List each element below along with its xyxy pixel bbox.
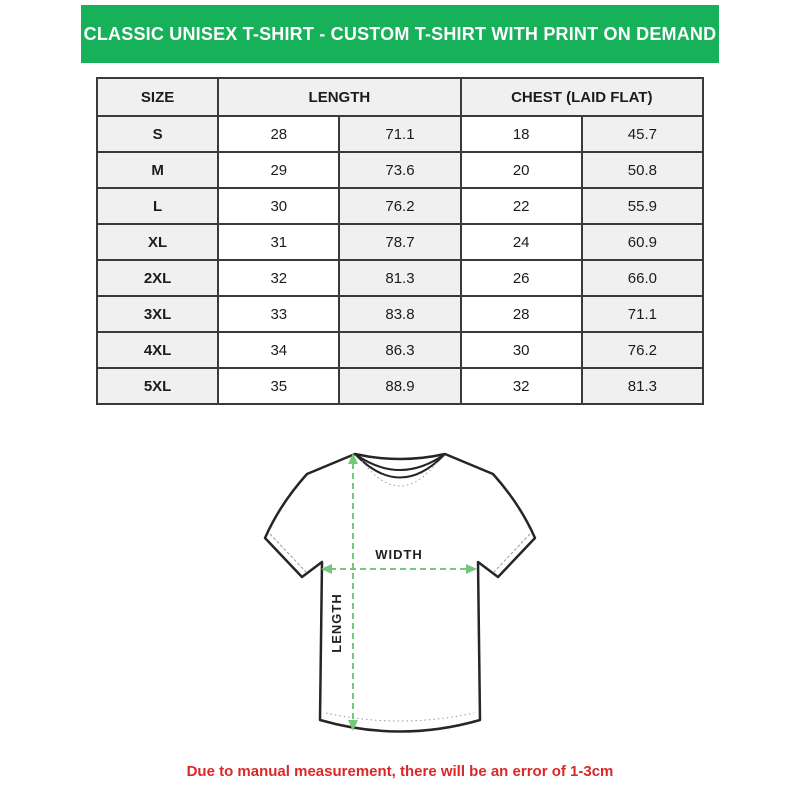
length-in-cell: 35 bbox=[218, 368, 339, 404]
chest-in-cell: 24 bbox=[461, 224, 582, 260]
chest-cm-cell: 71.1 bbox=[582, 296, 703, 332]
size-cell: 2XL bbox=[97, 260, 218, 296]
chest-cm-cell: 50.8 bbox=[582, 152, 703, 188]
table-row bbox=[97, 224, 703, 260]
length-in-cell: 33 bbox=[218, 296, 339, 332]
chest-in-cell: 30 bbox=[461, 332, 582, 368]
length-cm-cell: 86.3 bbox=[339, 332, 460, 368]
length-cm-cell: 78.7 bbox=[339, 224, 460, 260]
table-row bbox=[97, 152, 703, 188]
chest-in-cell: 22 bbox=[461, 188, 582, 224]
size-cell: L bbox=[97, 188, 218, 224]
length-in-cell: 31 bbox=[218, 224, 339, 260]
size-cell: XL bbox=[97, 224, 218, 260]
chest-cm-cell: 55.9 bbox=[582, 188, 703, 224]
size-cell: 3XL bbox=[97, 296, 218, 332]
chest-in-cell: 20 bbox=[461, 152, 582, 188]
header-length: LENGTH bbox=[218, 78, 460, 116]
chest-cm-cell: 45.7 bbox=[582, 116, 703, 152]
size-cell: S bbox=[97, 116, 218, 152]
length-cm-cell: 88.9 bbox=[339, 368, 460, 404]
table-row bbox=[97, 296, 703, 332]
tshirt-outline bbox=[265, 454, 535, 732]
table-row bbox=[97, 116, 703, 152]
chest-in-cell: 18 bbox=[461, 116, 582, 152]
length-cm-cell: 81.3 bbox=[339, 260, 460, 296]
chest-in-cell: 26 bbox=[461, 260, 582, 296]
size-cell: 5XL bbox=[97, 368, 218, 404]
size-cell: M bbox=[97, 152, 218, 188]
size-cell: 4XL bbox=[97, 332, 218, 368]
length-in-cell: 29 bbox=[218, 152, 339, 188]
chest-cm-cell: 81.3 bbox=[582, 368, 703, 404]
header-chest: CHEST (LAID FLAT) bbox=[461, 78, 703, 116]
table-row bbox=[97, 332, 703, 368]
table-row bbox=[97, 188, 703, 224]
header-size: SIZE bbox=[97, 78, 218, 116]
length-cm-cell: 83.8 bbox=[339, 296, 460, 332]
length-cm-cell: 76.2 bbox=[339, 188, 460, 224]
table-row bbox=[97, 260, 703, 296]
length-label: LENGTH bbox=[329, 593, 344, 653]
length-cm-cell: 71.1 bbox=[339, 116, 460, 152]
length-in-cell: 34 bbox=[218, 332, 339, 368]
title-banner bbox=[81, 5, 719, 63]
length-in-cell: 28 bbox=[218, 116, 339, 152]
chest-cm-cell: 60.9 bbox=[582, 224, 703, 260]
measurement-error-note: Due to manual measurement, there will be an error of 1-3cm bbox=[186, 763, 614, 780]
chest-in-cell: 32 bbox=[461, 368, 582, 404]
table-header-row bbox=[97, 78, 703, 116]
size-chart-table bbox=[96, 77, 704, 405]
length-in-cell: 32 bbox=[218, 260, 339, 296]
tshirt-measurement-diagram bbox=[250, 441, 550, 741]
table-row bbox=[97, 368, 703, 404]
tshirt-diagram-svg bbox=[250, 441, 550, 741]
chest-cm-cell: 66.0 bbox=[582, 260, 703, 296]
width-label: WIDTH bbox=[375, 547, 423, 562]
chest-in-cell: 28 bbox=[461, 296, 582, 332]
chest-cm-cell: 76.2 bbox=[582, 332, 703, 368]
page-title: CLASSIC UNISEX T-SHIRT - CUSTOM T-SHIRT WITH PRINT ON DEMAND bbox=[83, 23, 717, 44]
length-in-cell: 30 bbox=[218, 188, 339, 224]
length-cm-cell: 73.6 bbox=[339, 152, 460, 188]
